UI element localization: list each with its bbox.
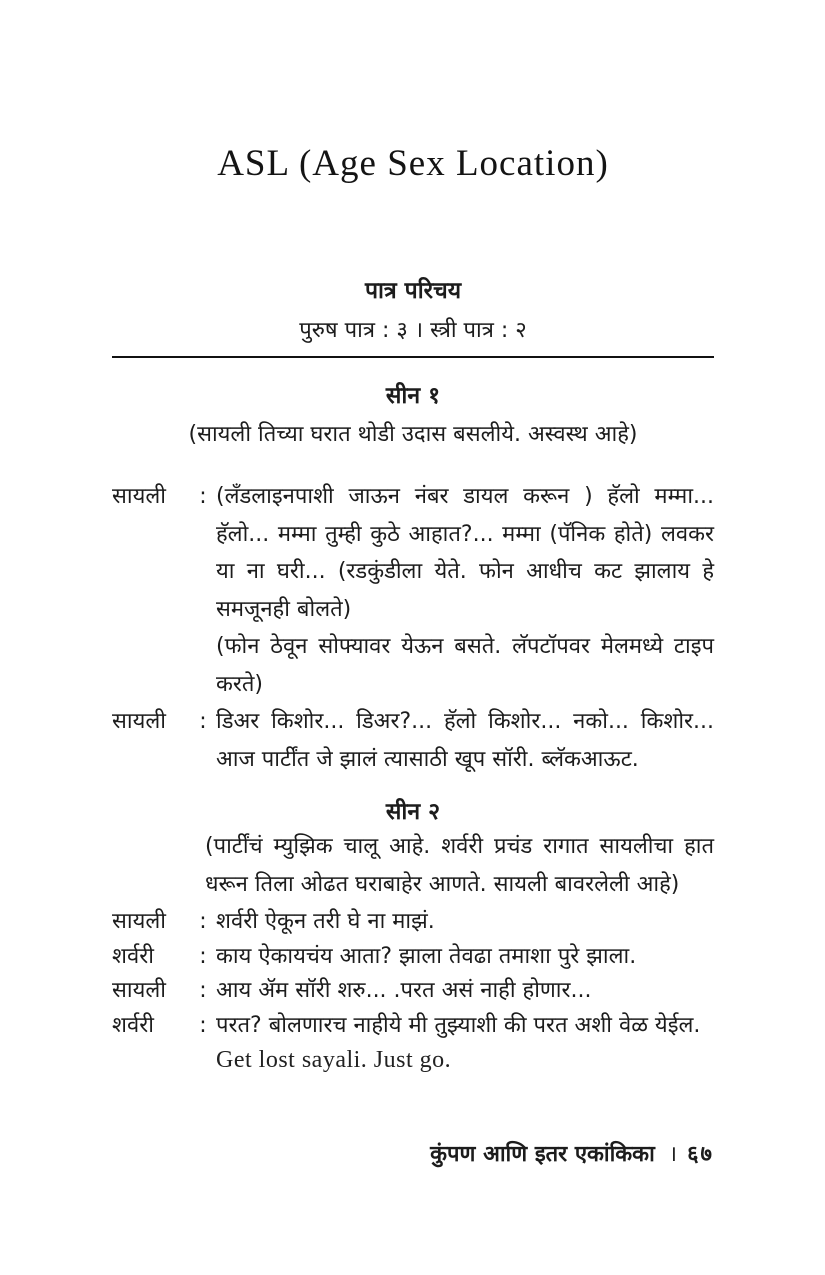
speaker-colon: : bbox=[199, 484, 207, 509]
speech-text bbox=[216, 703, 714, 778]
speaker-name: सायली bbox=[112, 978, 166, 1003]
speech-paragraph: शर्वरी ऐकून तरी घे ना माझं. bbox=[216, 909, 435, 934]
speech-text bbox=[216, 974, 714, 1009]
scene1-stage-direction: (सायली तिच्या घरात थोडी उदास बसलीये. अस्वस्थ आहे) bbox=[188, 422, 638, 447]
speech-text bbox=[216, 478, 714, 703]
dialogue-block bbox=[112, 974, 714, 1009]
speaker-name: सायली bbox=[112, 909, 166, 934]
page-number: ६७ bbox=[687, 1142, 714, 1167]
speaker-colon: : bbox=[199, 709, 207, 734]
footer-separator: । bbox=[668, 1142, 678, 1167]
speaker-colon: : bbox=[199, 1012, 207, 1038]
dialogue-block bbox=[112, 478, 714, 703]
dialogue-block bbox=[112, 1009, 714, 1078]
speech-text bbox=[216, 1009, 714, 1078]
speaker-name: शर्वरी bbox=[112, 1012, 154, 1038]
scene2-stage-direction: (पार्टींचं म्युझिक चालू आहे. शर्वरी प्रचंड रागात सायलीचा हात धरून तिला ओढत घराबाहेर आणते. सायली बावरलेली आहे) bbox=[205, 834, 714, 897]
page-footer bbox=[430, 1138, 714, 1168]
play-title: ASL (Age Sex Location) bbox=[217, 143, 609, 184]
speech-text bbox=[216, 940, 714, 975]
speaker-name: सायली bbox=[112, 709, 166, 734]
speech-paragraph: डिअर किशोर... डिअर?... हॅलो किशोर... नको... किशोर... आज पार्टींत जे झालं त्यासाठी खूप सॉरी. ब्लॅकआऊट. bbox=[216, 709, 714, 772]
book-title: कुंपण आणि इतर एकांकिका bbox=[430, 1142, 655, 1167]
dialogue-block bbox=[112, 940, 714, 975]
dialogue-block bbox=[112, 905, 714, 940]
speaker-colon: : bbox=[199, 943, 207, 969]
speaker-colon: : bbox=[199, 978, 207, 1003]
section-divider bbox=[112, 356, 714, 358]
scene2-heading: सीन २ bbox=[385, 799, 441, 825]
speech-text bbox=[216, 905, 714, 940]
speech-paragraph-english: Get lost sayali. Just go. bbox=[216, 1047, 452, 1073]
speech-paragraph: (लँडलाइनपाशी जाऊन नंबर डायल करून ) हॅलो मम्मा... हॅलो... मम्मा तुम्ही कुठे आहात?... मम्मा (पॅनिक होते) लवकर या ना घरी... (रडकुंडीला येते. फोन आधीच कट झालाय हे समजूनही बोलते) bbox=[216, 484, 714, 622]
speaker-name: सायली bbox=[112, 484, 166, 509]
speaker-name: शर्वरी bbox=[112, 943, 154, 969]
speech-paragraph: परत? बोलणारच नाहीये मी तुझ्याशी की परत अशी वेळ येईल. bbox=[216, 1012, 701, 1038]
speech-paragraph: आय ॲम सॉरी शरु... .परत असं नाही होणार... bbox=[216, 978, 592, 1003]
cast-intro-heading: पात्र परिचय bbox=[364, 278, 462, 304]
scene1-heading: सीन १ bbox=[385, 383, 441, 409]
speaker-colon: : bbox=[199, 909, 207, 934]
scene2-dialogues bbox=[112, 905, 714, 1078]
dialogue-block bbox=[112, 703, 714, 778]
speech-paragraph: काय ऐकायचंय आता? झाला तेवढा तमाशा पुरे झाला. bbox=[216, 943, 637, 969]
speech-paragraph: (फोन ठेवून सोफ्यावर येऊन बसते. लॅपटॉपवर मेलमध्ये टाइप करते) bbox=[216, 634, 714, 697]
book-page bbox=[112, 0, 714, 1275]
cast-count-line: पुरुष पात्र : ३ । स्त्री पात्र : २ bbox=[299, 318, 527, 343]
